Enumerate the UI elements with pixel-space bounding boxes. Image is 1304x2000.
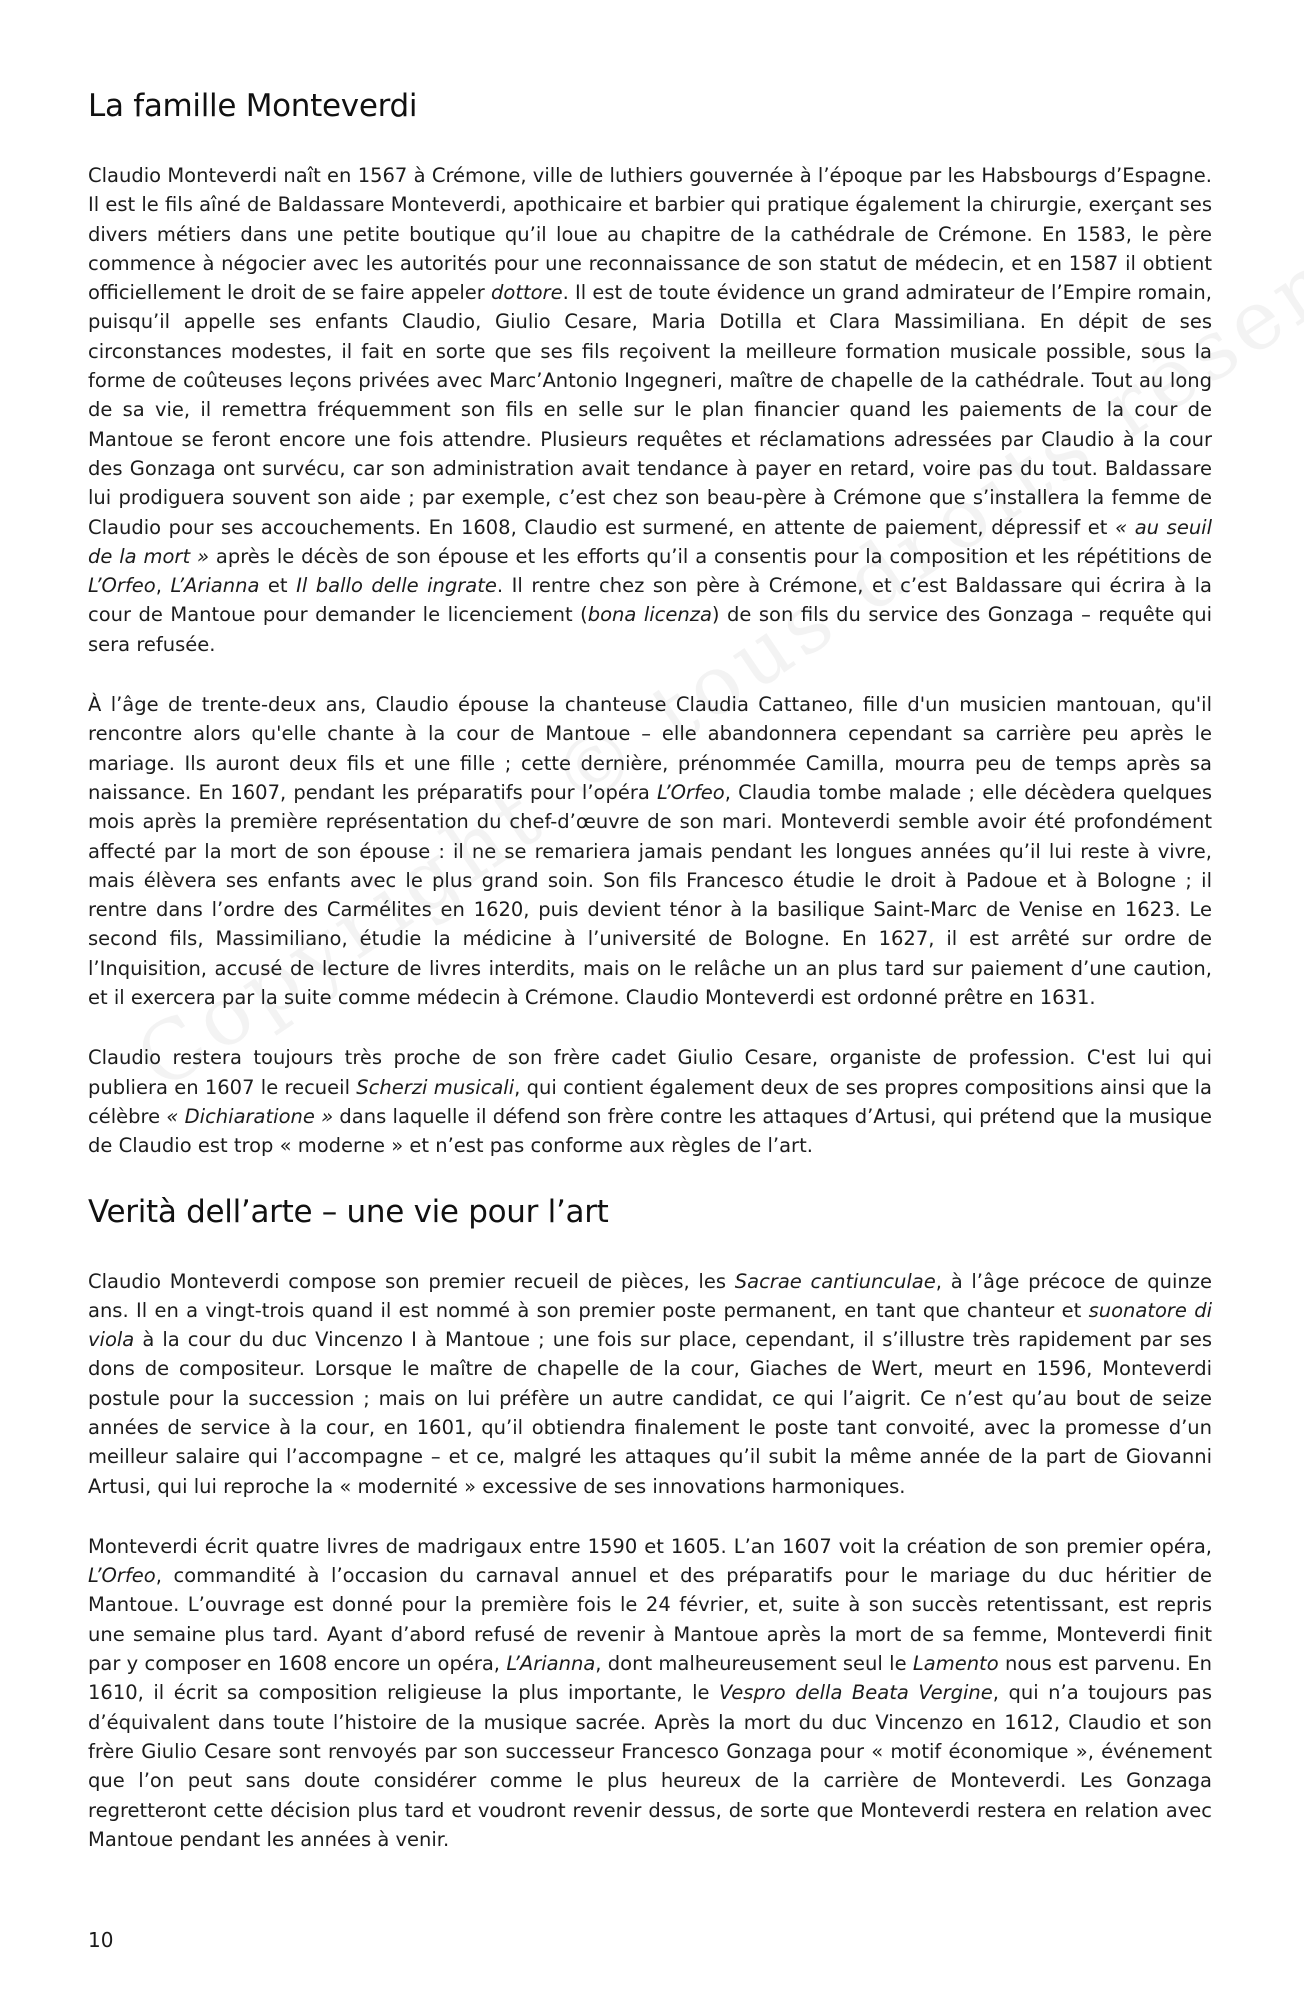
- text-run: . Il rentre chez son père à Crémone, et c’est Baldassare qui écrira à la cour de Mantoue pour demander le licenciement (: [88, 574, 1212, 627]
- italic-text: L’Arianna: [170, 574, 260, 598]
- text-run: À l’âge de trente-deux ans, Claudio épouse la chanteuse Claudia Cattaneo, fille d'un musicien mantouan, qu'il rencontre alors qu'elle chante à la cour de Mantoue – elle abandonnera cependant sa carrière peu après le mariage. Ils auront deux fils et une fille ; cette dernière, prénommée Camilla, mourra peu de temps après sa naissance. En 1607, pendant les préparatifs pour l’opéra: [88, 693, 1212, 804]
- text-run: et: [259, 574, 297, 598]
- text-run: , qui contient également deux de ses propres compositions ainsi que la célèbre: [88, 1075, 1212, 1128]
- text-run: ,: [155, 574, 171, 598]
- text-run: ) de son fils du service des Gonzaga – requête qui sera refusée.: [88, 603, 1212, 656]
- italic-text: Scherzi musicali: [356, 1075, 515, 1099]
- italic-text: L’Orfeo: [88, 1564, 156, 1588]
- italic-text: suonatore di viola: [88, 1298, 1213, 1352]
- body-paragraph: [88, 1267, 1212, 1501]
- text-run: Claudio Monteverdi compose son premier recueil de pièces, les: [88, 1269, 735, 1293]
- section-famille: [88, 86, 1212, 1161]
- italic-text: « Dichiaratione »: [166, 1104, 334, 1128]
- body-paragraph: [88, 1532, 1212, 1854]
- text-run: après le décès de son épouse et les efforts qu’il a consentis pour la composition et les répétitions de: [209, 544, 1212, 568]
- italic-text: Sacrae cantiunculae: [734, 1269, 936, 1293]
- text-run: , dont malheureusement seul le: [595, 1652, 913, 1676]
- italic-text: L’Arianna: [506, 1652, 596, 1676]
- italic-text: « au seuil de la mort »: [88, 515, 1213, 568]
- text-run: Monteverdi écrit quatre livres de madrigaux entre 1590 et 1605. L’an 1607 voit la création de son premier opéra,: [88, 1534, 1212, 1558]
- italic-text: L’Orfeo: [657, 780, 725, 804]
- body-paragraph: [88, 1043, 1212, 1160]
- italic-text: dottore: [491, 281, 563, 305]
- text-run: dans laquelle il défend son frère contre les attaques d’Artusi, qui prétend que la musique de Claudio est trop « moderne » et n’est pas conforme aux règles de l’art.: [88, 1104, 1212, 1158]
- italic-text: bona licenza: [587, 603, 712, 627]
- text-run: , qui n’a toujours pas d’équivalent dans toute l’histoire de la musique sacrée. Après la mort du duc Vincenzo en 1612, Claudio et son frère Giulio Cesare sont renvoyés par son successeur Francesco Gonzaga pour « motif économique », événement que l’on peut sans doute considérer comme le plus heureux de la carrière de Monteverdi. Les Gonzaga regretteront cette décision plus tard et voudront revenir dessus, de sorte que Monteverdi restera en relation avec Mantoue pendant les années à venir.: [88, 1681, 1213, 1851]
- text-run: . Il est de toute évidence un grand admirateur de l’Empire romain, puisqu’il appelle ses enfants Claudio, Giulio Cesare, Maria Dotilla et Clara Massimiliana. En dépit de ses circonstances modestes, il fait en sorte que ses fils reçoivent la meilleure formation musicale possible, sous la forme de coûteuses leçons privées avec Marc’Antonio Ingegneri, maître de chapelle de la cathédrale. Tout au long de sa vie, il remettra fréquemment son fils en selle sur le plan financier quand les paiements de la cour de Mantoue se feront encore une fois attendre. Plusieurs requêtes et réclamations adressées par Claudio à la cour des Gonzaga ont survécu, car son administration avait tendance à payer en retard, voire pas du tout. Baldassare lui prodiguera souvent son aide ; par exemple, c’est chez son beau-père à Crémone que s’installera la femme de Claudio pour ses accouchements. En 1608, Claudio est surmené, en attente de paiement, dépressif et: [88, 281, 1212, 539]
- text-run: Claudio restera toujours très proche de son frère cadet Giulio Cesare, organiste de profession. C'est lui qui publiera en 1607 le recueil: [88, 1046, 1212, 1099]
- section-verita: [88, 1192, 1212, 1855]
- text-run: Claudio Monteverdi naît en 1567 à Crémone, ville de luthiers gouvernée à l’époque par les Habsbourgs d’Espagne. Il est le fils aîné de Baldassare Monteverdi, apothicaire et barbier qui pratique également la chirurgie, exerçant ses divers métiers dans une petite boutique qu’il loue au chapitre de la cathédrale de Crémone. En 1583, le père commence à négocier avec les autorités pour une reconnaissance de son statut de médecin, et en 1587 il obtient officiellement le droit de se faire appeler: [88, 164, 1212, 305]
- body-paragraph: [88, 161, 1212, 659]
- italic-text: L’Orfeo: [88, 574, 156, 598]
- text-run: nous est parvenu. En 1610, il écrit sa composition religieuse la plus importante, le: [88, 1652, 1212, 1705]
- text-run: , commandité à l’occasion du carnaval annuel et des préparatifs pour le mariage du duc héritier de Mantoue. L’ouvrage est donné pour la première fois le 24 février, et, suite à son succès retentissant, est repris une semaine plus tard. Ayant d’abord refusé de revenir à Mantoue après la mort de sa femme, Monteverdi finit par y composer en 1608 encore un opéra,: [88, 1564, 1212, 1676]
- italic-text: Il ballo delle ingrate: [296, 574, 497, 598]
- section-heading: La famille Monteverdi: [88, 88, 418, 124]
- section-heading: Verità dell’arte – une vie pour l’art: [88, 1193, 609, 1230]
- italic-text: Lamento: [912, 1652, 999, 1676]
- body-paragraph: [88, 690, 1212, 1012]
- text-run: , Claudia tombe malade ; elle décèdera quelques mois après la première représentation du chef-d’œuvre de son mari. Monteverdi semble avoir été profondément affecté par la mort de son épouse : il ne se remariera jamais pendant les longues années qu’il lui reste à vivre, mais élèvera ses enfants avec le plus grand soin. Son fils Francesco étudie le droit à Padoue et à Bologne ; il rentre dans l’ordre des Carmélites en 1620, puis devient ténor à la basilique Saint-Marc de Venise en 1623. Le second fils, Massimiliano, étudie la médicine à l’université de Bologne. En 1627, il est arrêté sur ordre de l’Inquisition, accusé de lecture de livres interdits, mais on le relâche un an plus tard sur paiement d’une caution, et il exercera par la suite comme médecin à Crémone. Claudio Monteverdi est ordonné prêtre en 1631.: [88, 780, 1213, 1010]
- text-run: à la cour du duc Vincenzo I à Mantoue ; une fois sur place, cependant, il s’illustre très rapidement par ses dons de compositeur. Lorsque le maître de chapelle de la cour, Giaches de Wert, meurt en 1596, Monteverdi postule pour la succession ; mais on lui préfère un autre candidat, ce qui l’aigrit. Ce n’est qu’au bout de seize années de service à la cour, en 1601, qu’il obtiendra finalement le poste tant convoité, avec la promesse d’un meilleur salaire qui l’accompagne – et ce, malgré les attaques qu’il subit la même année de la part de Giovanni Artusi, qui lui reproche la « modernité » excessive de ses innovations harmoniques.: [88, 1328, 1212, 1498]
- text-run: , à l’âge précoce de quinze ans. Il en a vingt-trois quand il est nommé à son premier poste permanent, en tant que chanteur et: [88, 1269, 1212, 1322]
- page-number: 10: [88, 1928, 114, 1952]
- italic-text: Vespro della Beata Vergine: [719, 1681, 993, 1705]
- page-content: [88, 86, 1212, 1885]
